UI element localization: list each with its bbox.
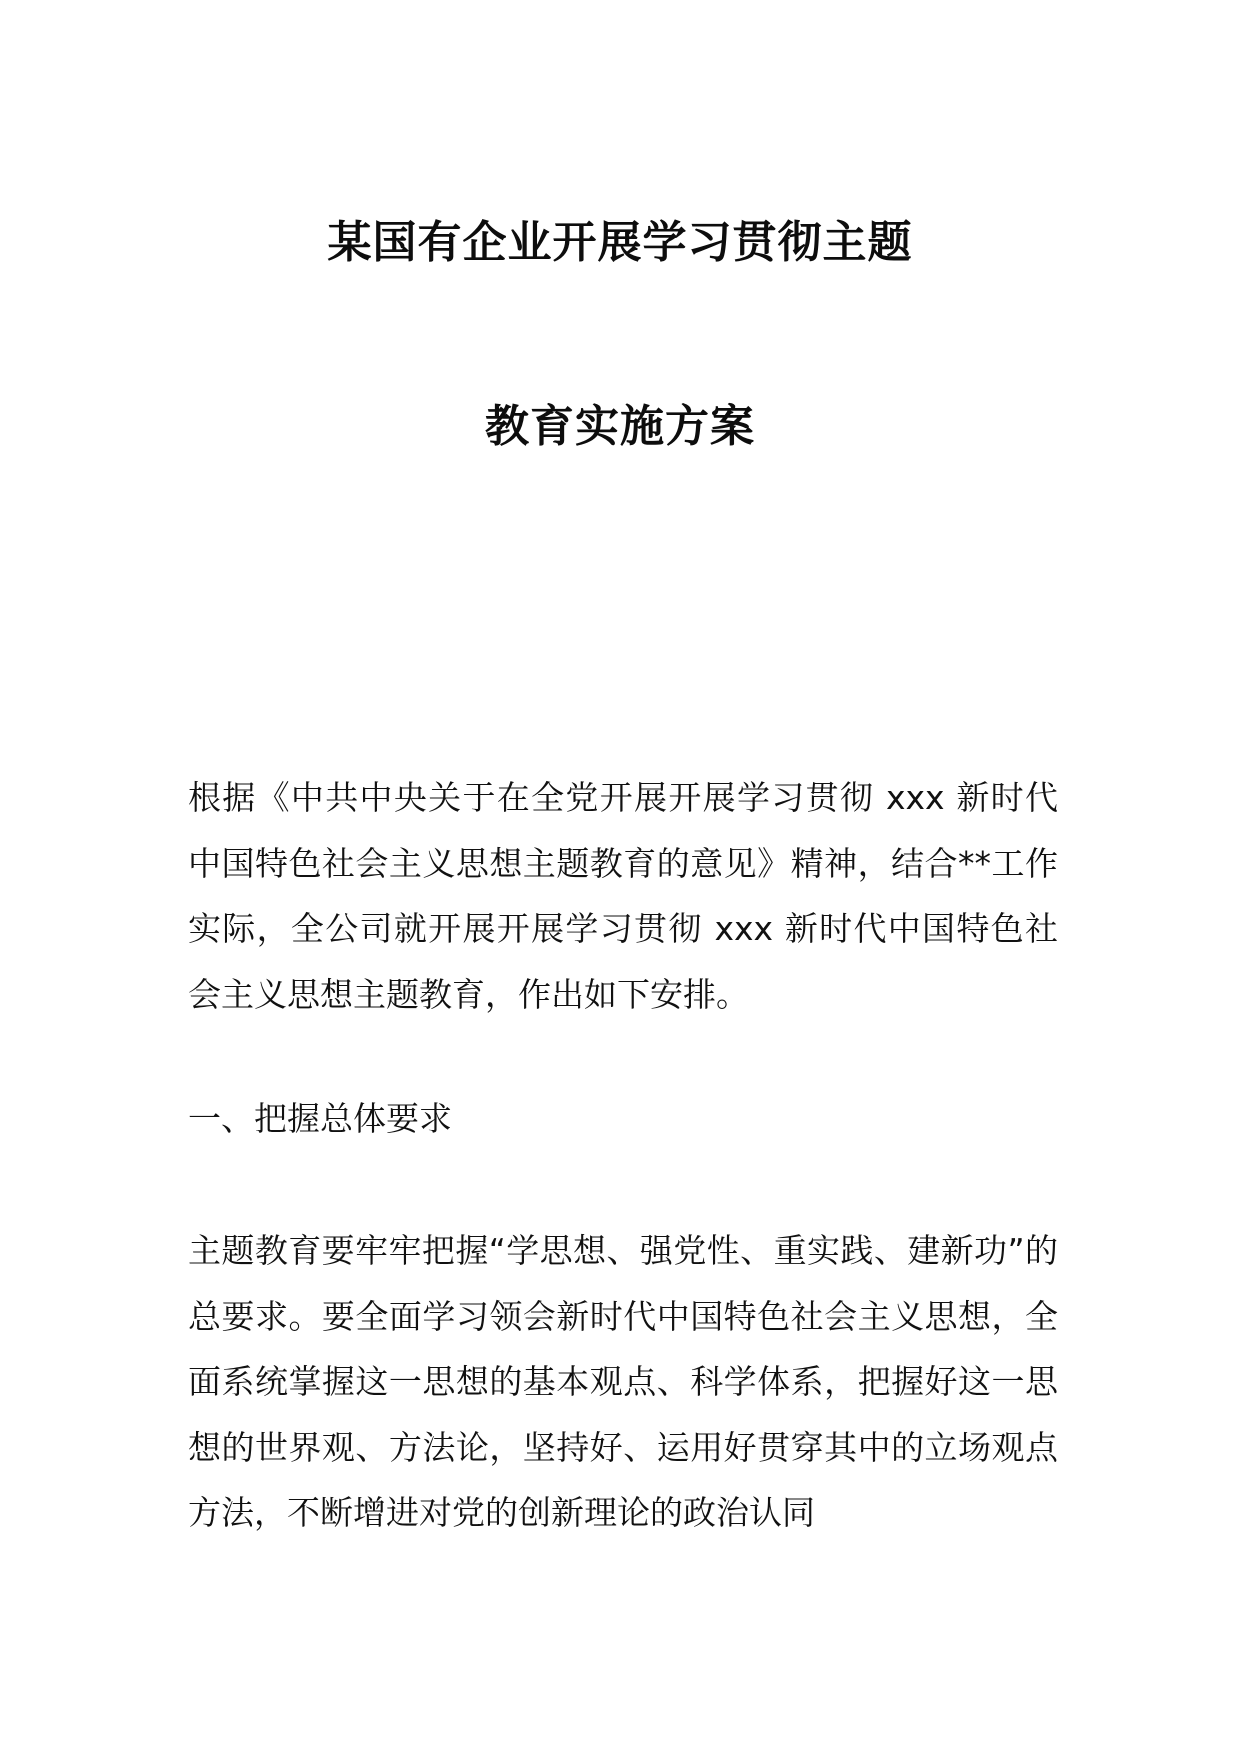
section-1-paragraph: 主题教育要牢牢把握“学思想、强党性、重实践、建新功”的总要求。要全面学习领会新时代中国特色社会主义思想，全面系统掌握这一思想的基本观点、科学体系，把握好这一思想的世界观、方法论，坚持好、运用好贯穿其中的立场观点方法，不断增进对党的创新理论的政治认同 [188, 1231, 1058, 1532]
section-1-heading: 一、把握总体要求 [188, 1099, 452, 1138]
document-title-line-2: 教育实施方案 [485, 401, 755, 452]
document-title-line-1: 某国有企业开展学习贯彻主题 [327, 217, 913, 268]
intro-paragraph: 根据《中共中央关于在全党开展开展学习贯彻 xxx 新时代中国特色社会主义思想主题教育的意见》精神，结合**工作实际，全公司就开展开展学习贯彻 xxx 新时代中国特色社会主义思想主题教育，作出如下安排。 [188, 778, 1058, 1014]
